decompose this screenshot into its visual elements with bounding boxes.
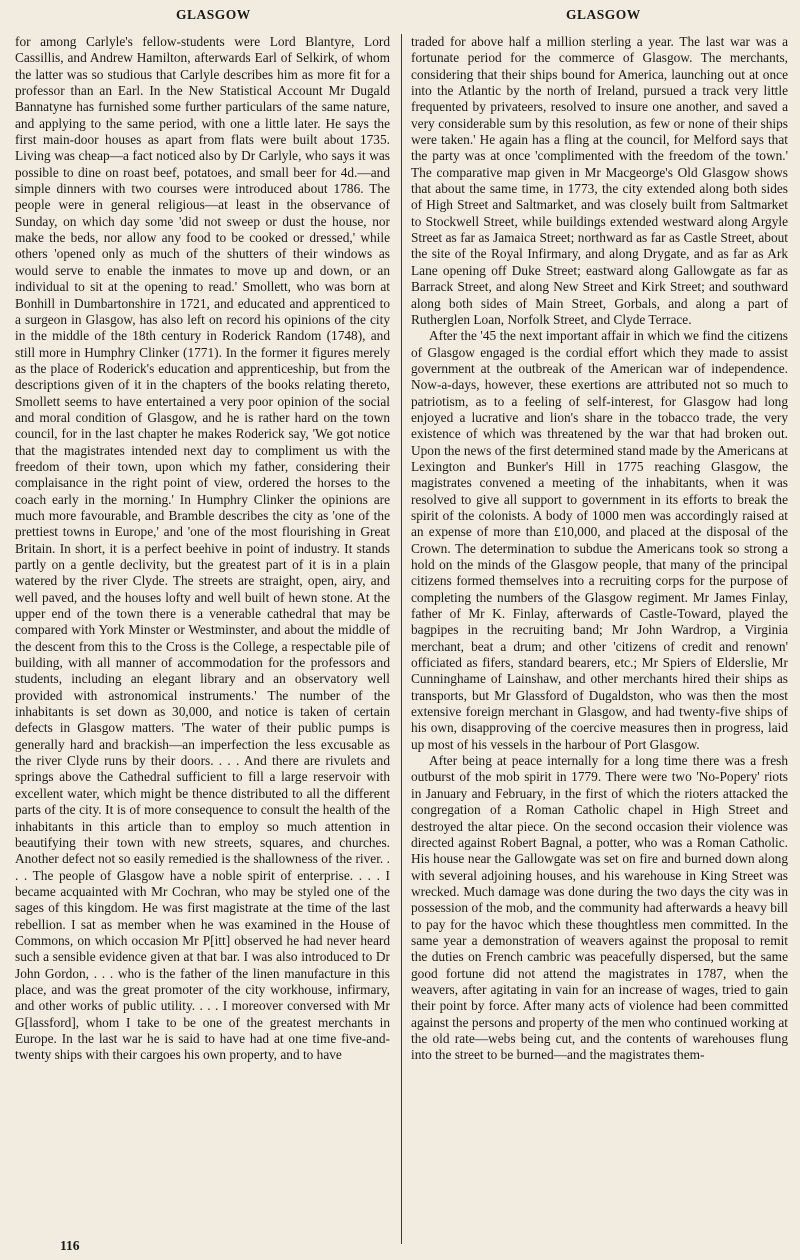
page-number: 116 — [60, 1238, 80, 1253]
paragraph: for among Carlyle's fellow-students were Lord Blantyre, Lord Cassillis, and Andrew Hamilton, afterwards Earl of Selkirk, of whom the latter was so studious that Carlyle describes him as more fit for a professor than an Earl. In the New Statistical Account Mr Dugald Bannatyne has furnished some further particulars of the same nature, and applying to the same period, with one a little later. He says the first main-door houses as apart from flats were built about 1735. Living was cheap—a fact noticed also by Dr Carlyle, who says it was possible to dine on roast beef, potatoes, and small beer for 4d.—and simple dinners with two courses were introduced about 1786. The people were in general religious—at least in the observance of Sunday, on which day some 'did not sweep or dust the house, nor make the beds, nor allow any food to be cooked or dressed,' while others 'opened only as much of the shutters of their windows as would serve to enable the inmates to move up and down, or an individual to sit at the opening to read.' Smollett, who was born at Bonhill in Dumbartonshire in 1721, and educated and apprenticed to a surgeon in Glasgow, has also left on record his opinions of the city in the middle of the 18th century in Roderick Random (1748), and still more in Humphry Clinker (1771). In the former it figures merely as the place of Roderick's education and apprenticeship, but from the descriptions given of it in the chapters of the books relating thereto, Smollett seems to have entertained a very poor opinion of the social and moral condition of Glasgow, and he is rather hard on the town council, for in the last chapter he makes Roderick say, 'We got notice that the magistrates intended next day to compliment us with the freedom of their town, upon which my father, considering their complaisance in the right point of view, ordered the horses to the coach early in the morning.' In Humphry Clinker the opinions are much more favourable, and Bramble describes the city as 'one of the prettiest towns in Europe,' and 'one of the most flourishing in Great Britain. In short, it is a perfect beehive in point of industry. It stands partly on a gentle declivity, but the greatest part of it is in a plain watered by the river Clyde. The streets are straight, open, airy, and well paved, and the houses lofty and well built of hewn stone. At the upper end of the town there is a venerable cathedral that may be compared with York Minster or Westminster, and about the middle of the descent from this to the Cross is the College, a respectable pile of building, with all manner of accommodation for the professors and students, including an elegant library and an observatory well provided with astronomical instruments.' The number of the inhabitants is set down as 30,000, and notice is taken of certain defects in Glasgow matters. 'The water of their public pumps is generally hard and brackish—an imperfection the less excusable as the river Clyde runs by their doors. . . . And there are rivulets and springs above the Cathedral sufficient to fill a large reservoir with excellent water, which might be thence distributed to all the different parts of the city. It is of more consequence to consult the health of the inhabitants in this article than to employ so much attention in beautifying their town with new streets, squares, and churches. Another defect not so easily remedied is the shallowness of the river. . . . The people of Glasgow have a noble spirit of enterprise. . . . I became acquainted with Mr Cochran, who may be styled one of the sages of this kingdom. He was first magistrate at the time of the last rebellion. I sat as member when he was examined in the House of Commons, on which occasion Mr P[itt] observed he had never heard such a sensible evidence given at that bar. I was also introduced to Dr John Gordon, . . . who is the father of the linen manufacture in this place, and was the great promoter of the city workhouse, infirmary, and other works of public utility. . . . I moreover conversed with Mr G[lassford], whom I take to be one of the greatest merchants in Europe. In the last war he is said to have had at one time five-and-twenty ships with their cargoes his own property, and to have — [15, 34, 390, 1063]
paragraph: After the '45 the next important affair in which we find the citizens of Glasgow engaged is the cordial effort which they made to assist government at the outbreak of the American war of independence. Now-a-days, however, these exertions are attributed not so much to patriotism, as to a feeling of self-interest, for Glasgow had long enjoyed a lucrative and lion's share in the tobacco trade, the very existence of which was threatened by the war that had broken out. Upon the news of the first determined stand made by the Americans at Lexington and Bunker's Hill in 1775 reaching Glasgow, the magistrates convened a meeting of the inhabitants, when it was resolved to give all support to government in its efforts to break the spirit of the colonists. A body of 1000 men was accordingly raised at an expense of more than £10,000, and placed at the disposal of the Crown. The determination to subdue the Americans took so strong a hold on the minds of the Glasgow people, that many of the principal citizens formed themselves into a recruiting corps for the purpose of completing the numbers of the Glasgow regiment. Mr James Finlay, father of Mr K. Finlay, afterwards of Castle-Toward, played the bagpipes in the recruiting band; Mr John Wardrop, a Virginia merchant, beat a drum; and other 'citizens of credit and renown' officiated as fifers, standard bearers, etc.; Mr Spiers of Elderslie, Mr Cunninghame of Lainshaw, and other merchants hired their ships as transports, but Mr Glassford of Dugaldston, who was then the most extensive foreign merchant in Glasgow, and had twenty-five ships of his own, disapproving of the coercive measures then in progress, laid up most of his vessels in the harbour of Port Glasgow. — [411, 328, 788, 752]
running-head-left: GLASGOW — [176, 7, 251, 22]
column-divider — [401, 34, 402, 1244]
running-head-right: GLASGOW — [566, 7, 641, 22]
right-column — [411, 34, 788, 1234]
left-column — [15, 34, 390, 1234]
paragraph: traded for above half a million sterling a year. The last war was a fortunate period for the commerce of Glasgow. The merchants, considering that their ships bound for America, launching out at once into the Atlantic by the north of Ireland, pursued a track very little frequented by privateers, resolved to insure one another, and saved a very considerable sum by this resolution, as few or none of their ships were taken.' He again has a fling at the council, for Melford says that the party was at once 'complimented with the freedom of the town.' The comparative map given in Mr Macgeorge's Old Glasgow shows that about the same time, in 1773, the city extended along both sides of High Street and Saltmarket, and was closely built from Saltmarket to Stockwell Street, while buildings extended westward along Argyle Street as far as Jamaica Street; northward as far as Castle Street, about the site of the Royal Infirmary, and along Drygate, and as far as Ark Lane opening off Duke Street; eastward along Gallowgate as far as Barrack Street, and along New Street and Kirk Street; and southward along both sides of Main Street, Gorbals, and along a part of Rutherglen Loan, Norfolk Street, and Clyde Terrace. — [411, 34, 788, 327]
paragraph: After being at peace internally for a long time there was a fresh outburst of the mob spirit in 1779. There were two 'No-Popery' riots in January and February, in the first of which the rioters attacked the congregation of a Roman Catholic chapel in High Street and destroyed the altar piece. On the second occasion their violence was directed against Robert Bagnal, a potter, who was a Roman Catholic. His house near the Gallowgate was set on fire and burned down along with several adjoining houses, and his warehouse in King Street was wrecked. Much damage was done during the two days the city was in possession of the mob, and the community had afterwards a heavy bill to pay for the havoc which these thoughtless men committed. In the same year a demonstration of weavers against the proposal to remit the duties on French cambric was peacefully dispersed, but the same good fortune did not attend the magistrates in 1787, when the weavers, after agitating in vain for an increase of wages, tried to gain their point by force. After many acts of violence had been committed against the persons and property of the men who continued working at the old rate—webs being cut, and the contents of warehouses flung into the street to be burned—and the magistrates them- — [411, 753, 788, 1063]
